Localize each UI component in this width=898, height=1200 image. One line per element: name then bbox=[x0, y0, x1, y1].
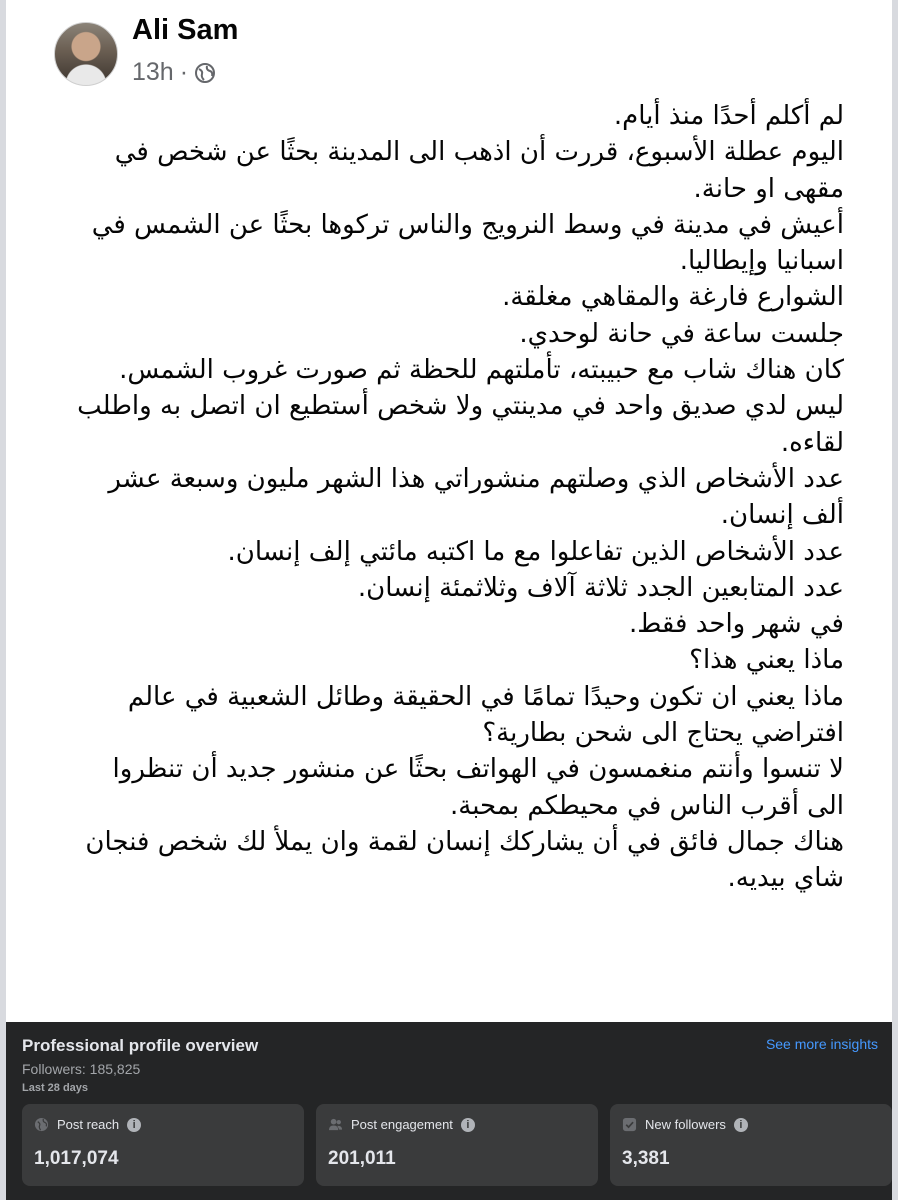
post-paragraph: في شهر واحد فقط. bbox=[628, 609, 844, 640]
post-paragraph: أعيش في مدينة في وسط النرويج والناس تركوها بحثًا عن الشمس في اسبانيا وإيطاليا. bbox=[91, 209, 844, 277]
post-paragraph: الشوارع فارغة والمقاهي مغلقة. bbox=[502, 282, 844, 313]
post-paragraph: هناك جمال فائق في أن يشاركك إنسان لقمة وان يملأ لك شخص فنجان شاي بيديه. bbox=[85, 826, 844, 894]
post-card bbox=[6, 0, 892, 1022]
post-paragraph: ليس لدي صديق واحد في مدينتي ولا شخص أستطيع ان اتصل به واطلب لقاءه. bbox=[77, 391, 844, 458]
globe-icon bbox=[34, 1117, 49, 1132]
card-header bbox=[328, 1117, 475, 1132]
post-paragraph: لم أكلم أحدًا منذ أيام. bbox=[613, 101, 844, 131]
card-value: 201,011 bbox=[328, 1148, 396, 1169]
card-label: Post engagement bbox=[351, 1117, 453, 1132]
card-header bbox=[622, 1117, 748, 1132]
professional-overview-panel bbox=[6, 1022, 892, 1200]
post-meta bbox=[132, 58, 216, 87]
post-body bbox=[74, 98, 844, 897]
post-paragraph: ماذا يعني ان تكون وحيدًا تمامًا في الحقيقة وطائل الشعبية في عالم افتراضي يحتاج الى شحن بطارية؟ bbox=[127, 681, 844, 749]
card-label: Post reach bbox=[57, 1117, 120, 1132]
metric-cards bbox=[22, 1104, 892, 1186]
see-more-insights-link[interactable]: See more insights bbox=[765, 1036, 878, 1052]
followers-count: Followers: 185,825 bbox=[22, 1061, 141, 1077]
meta-separator: · bbox=[179, 58, 189, 86]
card-value: 1,017,074 bbox=[34, 1148, 119, 1169]
right-frame-border bbox=[892, 0, 898, 1200]
overview-title: Professional profile overview bbox=[22, 1036, 259, 1055]
post-paragraph: لا تنسوا وأنتم منغمسون في الهواتف بحثًا عن منشور جديد أن تنظروا الى أقرب الناس في محيطكم بمحبة. bbox=[112, 754, 844, 821]
info-icon[interactable]: i bbox=[461, 1118, 475, 1132]
card-header bbox=[34, 1117, 141, 1132]
info-icon[interactable]: i bbox=[127, 1118, 141, 1132]
people-icon bbox=[328, 1117, 343, 1132]
avatar[interactable] bbox=[54, 22, 118, 86]
post-paragraph: كان هناك شاب مع حبيبته، تأملتهم للحظة ثم صورت غروب الشمس. bbox=[119, 355, 844, 386]
post-paragraph: جلست ساعة في حانة لوحدي. bbox=[519, 318, 844, 349]
new-followers-card[interactable] bbox=[610, 1104, 892, 1186]
post-time[interactable]: 13h bbox=[132, 58, 174, 86]
post-reach-card[interactable] bbox=[22, 1104, 304, 1186]
post-paragraph: عدد الأشخاص الذين تفاعلوا مع ما اكتبه مائتي إلف إنسان. bbox=[227, 536, 844, 567]
period-label: Last 28 days bbox=[22, 1082, 89, 1094]
check-icon bbox=[622, 1117, 637, 1132]
globe-icon bbox=[194, 62, 216, 84]
post-paragraph: عدد المتابعين الجدد ثلاثة آلاف وثلاثمئة إنسان. bbox=[357, 572, 844, 603]
card-value: 3,381 bbox=[622, 1148, 670, 1169]
author-name[interactable]: Ali Sam bbox=[132, 14, 239, 46]
post-paragraph: عدد الأشخاص الذي وصلتهم منشوراتي هذا الشهر مليون وسبعة عشر ألف إنسان. bbox=[108, 463, 844, 531]
card-label: New followers bbox=[645, 1117, 726, 1132]
post-engagement-card[interactable] bbox=[316, 1104, 598, 1186]
info-icon[interactable]: i bbox=[734, 1118, 748, 1132]
post-paragraph: ماذا يعني هذا؟ bbox=[689, 645, 844, 676]
post-paragraph: اليوم عطلة الأسبوع، قررت أن اذهب الى المدينة بحثًا عن شخص في مقهى او حانة. bbox=[114, 137, 844, 204]
